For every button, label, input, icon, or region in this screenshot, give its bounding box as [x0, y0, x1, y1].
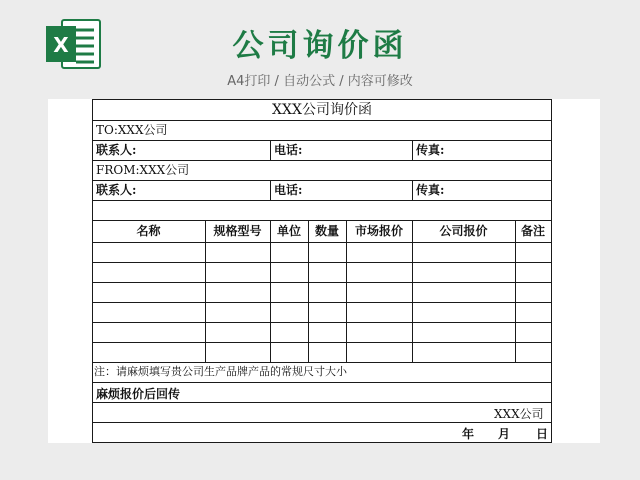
grid-line — [412, 220, 413, 362]
grid-line — [92, 99, 93, 443]
date-day: 日 — [536, 427, 549, 441]
grid-line — [92, 180, 552, 181]
grid-line — [515, 220, 516, 362]
fax-label: 传真: — [416, 143, 445, 157]
column-header: 公司报价 — [439, 224, 488, 238]
excel-icon — [42, 16, 104, 72]
grid-line — [92, 422, 552, 423]
grid-line — [92, 322, 552, 323]
page-title: 公司询价函 — [232, 28, 408, 64]
phone-label: 电话: — [274, 143, 303, 157]
column-header: 备注 — [520, 224, 545, 238]
column-header: 数量 — [314, 224, 339, 238]
grid-line — [92, 220, 552, 221]
grid-line — [92, 200, 552, 201]
grid-line — [270, 140, 271, 160]
grid-line — [92, 282, 552, 283]
note-text: 注：请麻烦填写贵公司生产品牌产品的常规尺寸大小 — [94, 365, 347, 378]
page-subtitle: A4打印 / 自动公式 / 内容可修改 — [227, 74, 413, 89]
grid-line — [92, 262, 552, 263]
grid-line — [92, 302, 552, 303]
column-header: 规格型号 — [213, 224, 262, 238]
signature-company: XXX公司 — [494, 407, 544, 421]
form-heading: XXX公司询价函 — [272, 102, 372, 118]
grid-line — [92, 382, 552, 383]
grid-line — [308, 220, 309, 362]
grid-line — [551, 99, 552, 443]
grid-line — [270, 180, 271, 200]
date-month: 月 — [498, 427, 511, 441]
svg-text:X: X — [53, 33, 69, 57]
grid-line — [92, 342, 552, 343]
from-field: FROM:XXX公司 — [96, 163, 190, 177]
banner — [0, 0, 640, 100]
contact-label: 联系人: — [96, 183, 137, 197]
date-year: 年 — [462, 427, 475, 441]
grid-line — [92, 140, 552, 141]
grid-line — [412, 140, 413, 160]
fax-label: 传真: — [416, 183, 445, 197]
to-field: TO:XXX公司 — [96, 123, 168, 137]
grid-line — [270, 220, 271, 362]
reply-request: 麻烦报价后回传 — [96, 387, 181, 401]
grid-line — [92, 99, 552, 100]
column-header: 单位 — [276, 224, 301, 238]
phone-label: 电话: — [274, 183, 303, 197]
column-header: 市场报价 — [354, 224, 403, 238]
grid-line — [92, 442, 552, 443]
grid-line — [346, 220, 347, 362]
contact-label: 联系人: — [96, 143, 137, 157]
inquiry-form-sheet — [48, 99, 600, 443]
grid-line — [205, 220, 206, 362]
grid-line — [92, 242, 552, 243]
grid-line — [412, 180, 413, 200]
column-header: 名称 — [136, 224, 161, 238]
